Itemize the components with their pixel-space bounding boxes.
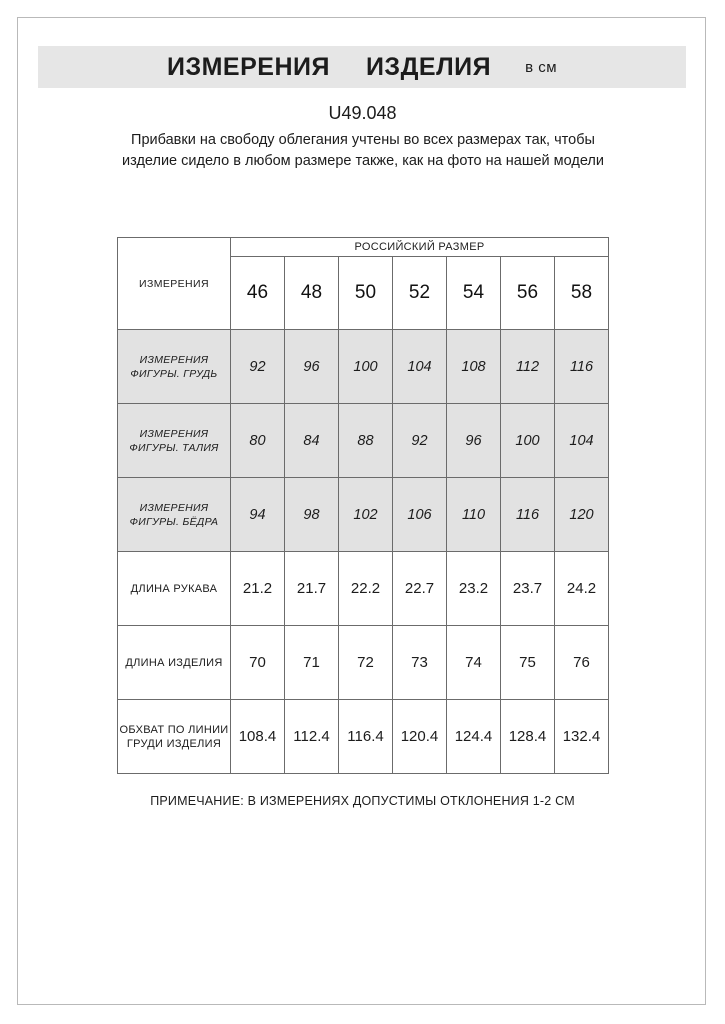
cell-value: 73 [393, 626, 447, 700]
note-text: ПРИМЕЧАНИЕ: В ИЗМЕРЕНИЯХ ДОПУСТИМЫ ОТКЛОНЕНИЯ 1-2 СМ [150, 794, 575, 808]
size-column-header: 48 [285, 257, 339, 330]
cell-value: 98 [285, 478, 339, 552]
size-column-header: 54 [447, 257, 501, 330]
cell-value: 108 [447, 330, 501, 404]
cell-value: 132.4 [555, 700, 609, 774]
header-title-right: ИЗДЕЛИЯ [365, 52, 492, 81]
cell-value: 80 [231, 404, 285, 478]
cell-value: 104 [393, 330, 447, 404]
cell-value: 96 [447, 404, 501, 478]
size-table [117, 237, 609, 774]
cell-value: 23.7 [501, 552, 555, 626]
cell-value: 120.4 [393, 700, 447, 774]
table-group-header: РОССИЙСКИЙ РАЗМЕР [231, 238, 609, 257]
cell-value: 84 [285, 404, 339, 478]
cell-value: 71 [285, 626, 339, 700]
size-column-header: 46 [231, 257, 285, 330]
cell-value: 108.4 [231, 700, 285, 774]
cell-value: 94 [231, 478, 285, 552]
row-label: ОБХВАТ ПО ЛИНИИ ГРУДИ ИЗДЕЛИЯ [118, 700, 231, 774]
size-column-header: 50 [339, 257, 393, 330]
size-column-header: 52 [393, 257, 447, 330]
cell-value: 120 [555, 478, 609, 552]
cell-value: 124.4 [447, 700, 501, 774]
cell-value: 96 [285, 330, 339, 404]
cell-value: 24.2 [555, 552, 609, 626]
row-label: ДЛИНА ИЗДЕЛИЯ [118, 626, 231, 700]
cell-value: 116.4 [339, 700, 393, 774]
measurement-sheet [17, 17, 706, 1005]
table-row [118, 404, 609, 478]
row-label: ИЗМЕРЕНИЯ ФИГУРЫ. ТАЛИЯ [118, 404, 231, 478]
row-label: ДЛИНА РУКАВА [118, 552, 231, 626]
cell-value: 21.2 [231, 552, 285, 626]
cell-value: 112 [501, 330, 555, 404]
cell-value: 92 [231, 330, 285, 404]
cell-value: 116 [501, 478, 555, 552]
table-row [118, 478, 609, 552]
table-row [118, 626, 609, 700]
cell-value: 112.4 [285, 700, 339, 774]
header-units: в см [525, 58, 558, 76]
subtitle-text: Прибавки на свободу облегания учтены во всех размерах так, чтобы изделие сидело в любом размере также, как на фото на нашей модели [122, 132, 604, 169]
cell-value: 116 [555, 330, 609, 404]
cell-value: 104 [555, 404, 609, 478]
table-corner-label: ИЗМЕРЕНИЯ [118, 238, 231, 330]
cell-value: 106 [393, 478, 447, 552]
row-label: ИЗМЕРЕНИЯ ФИГУРЫ. БЁДРА [118, 478, 231, 552]
cell-value: 70 [231, 626, 285, 700]
cell-value: 72 [339, 626, 393, 700]
cell-value: 22.7 [393, 552, 447, 626]
cell-value: 110 [447, 478, 501, 552]
cell-value: 128.4 [501, 700, 555, 774]
cell-value: 23.2 [447, 552, 501, 626]
table-row [118, 552, 609, 626]
table-header-group-row [118, 238, 609, 257]
cell-value: 21.7 [285, 552, 339, 626]
row-label: ИЗМЕРЕНИЯ ФИГУРЫ. ГРУДЬ [118, 330, 231, 404]
article-code: U49.048 [328, 103, 397, 123]
cell-value: 102 [339, 478, 393, 552]
cell-value: 92 [393, 404, 447, 478]
cell-value: 74 [447, 626, 501, 700]
size-column-header: 56 [501, 257, 555, 330]
cell-value: 75 [501, 626, 555, 700]
cell-value: 76 [555, 626, 609, 700]
header-title-left: ИЗМЕРЕНИЯ [166, 52, 330, 81]
cell-value: 100 [339, 330, 393, 404]
cell-value: 100 [501, 404, 555, 478]
cell-value: 22.2 [339, 552, 393, 626]
page-header-band [38, 46, 686, 88]
size-column-header: 58 [555, 257, 609, 330]
cell-value: 88 [339, 404, 393, 478]
table-row [118, 700, 609, 774]
table-row [118, 330, 609, 404]
